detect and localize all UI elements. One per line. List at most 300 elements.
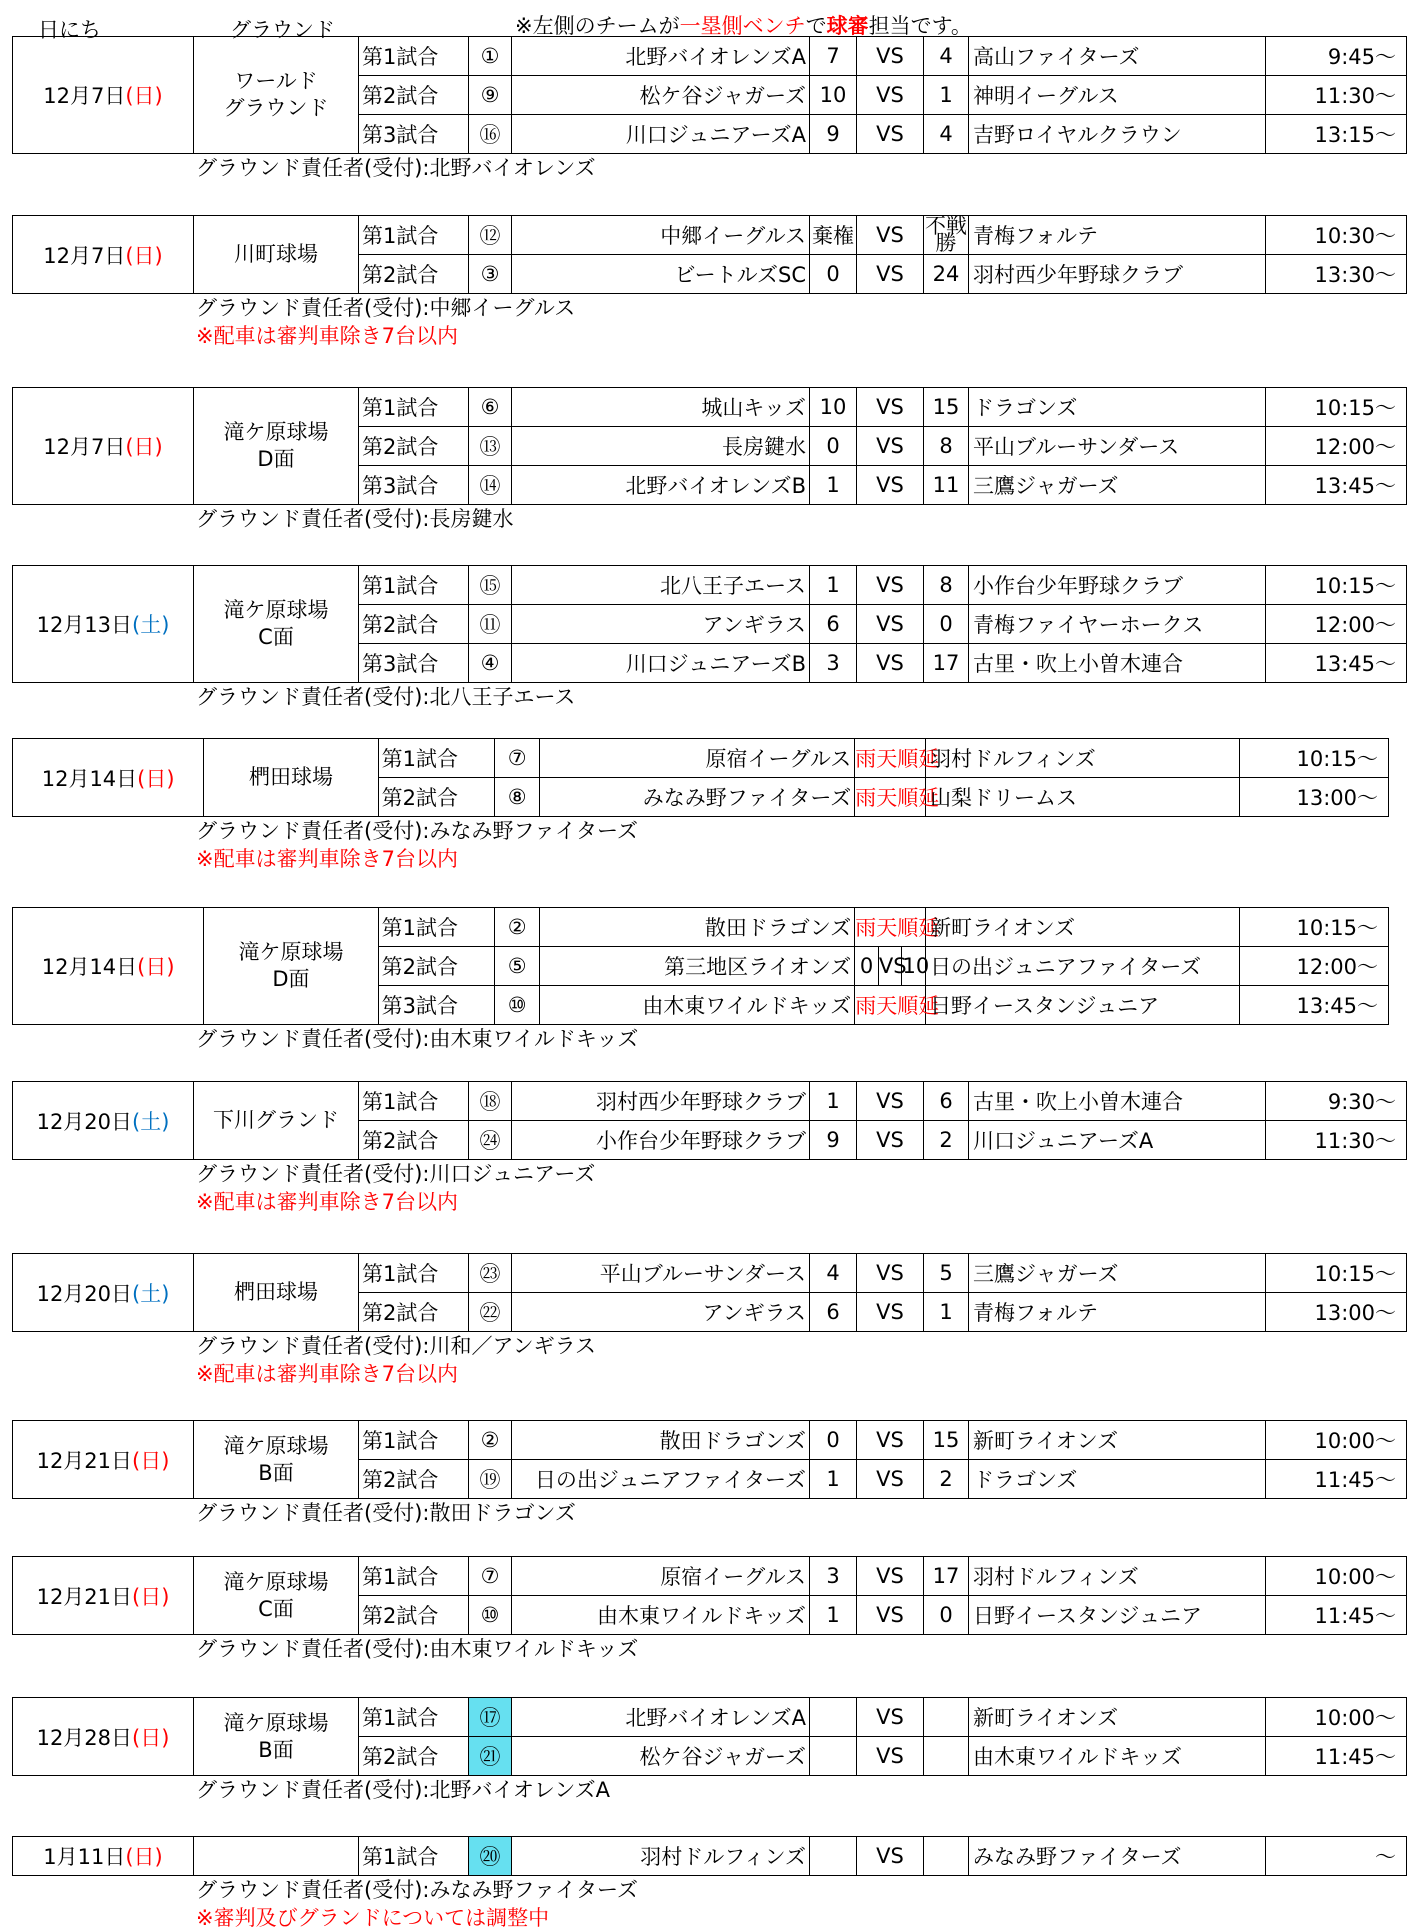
vs-label: VS	[857, 1460, 924, 1499]
game-label: 第2試合	[359, 76, 469, 115]
schedule-table	[12, 387, 1407, 505]
game-number: ⑯	[469, 115, 512, 154]
start-time: 10:00〜	[1266, 1698, 1407, 1737]
vs-label: VS	[857, 388, 924, 427]
away-team: 神明イーグルス	[969, 76, 1266, 115]
away-team: 川口ジュニアーズA	[969, 1121, 1266, 1160]
ground-cell	[194, 1698, 359, 1776]
responsible-team: みなみ野ファイターズ	[429, 1878, 638, 1902]
day-of-week: (日)	[137, 955, 175, 979]
away-team: 青梅フォルテ	[969, 1293, 1266, 1332]
away-team: 日の出ジュニアファイターズ	[926, 947, 1240, 986]
date-text: 12月7日	[43, 84, 126, 108]
home-score: 1	[810, 1082, 857, 1121]
away-score: 17	[924, 644, 969, 683]
date-cell	[13, 908, 204, 1025]
ground-responsible	[12, 1332, 1389, 1360]
day-of-week: (土)	[132, 613, 170, 637]
away-team: 吉野ロイヤルクラウン	[969, 115, 1266, 154]
ground-cell	[194, 1082, 359, 1160]
responsible-team: 北野バイオレンズ	[429, 156, 596, 180]
game-number: ⑦	[469, 1557, 512, 1596]
vs-label: VS	[857, 566, 924, 605]
responsible-prefix: グラウンド責任者(受付):	[196, 1501, 430, 1525]
schedule-block	[12, 1556, 1396, 1663]
start-time: 9:45〜	[1266, 37, 1407, 76]
away-score: 8	[924, 427, 969, 466]
table-row	[13, 388, 1407, 427]
schedule-block	[12, 1836, 1396, 1932]
away-team: 古里・吹上小曽木連合	[969, 644, 1266, 683]
home-score	[810, 1837, 857, 1876]
responsible-team: 川和／アンギラス	[429, 1334, 596, 1358]
home-team: 北野バイオレンズA	[512, 37, 810, 76]
home-team: ビートルズSC	[512, 255, 810, 294]
day-of-week: (日)	[132, 1448, 170, 1473]
start-time: 13:00〜	[1266, 1293, 1407, 1332]
day-of-week: (土)	[132, 1109, 170, 1134]
away-team: 新町ライオンズ	[926, 908, 1240, 947]
game-number: ③	[469, 255, 512, 294]
date-text: 1月11日	[43, 1845, 126, 1869]
responsible-prefix: グラウンド責任者(受付):	[196, 507, 430, 531]
away-score: 0	[924, 605, 969, 644]
ground-cell	[194, 1254, 359, 1332]
ground-cell	[194, 37, 359, 154]
date-text: 12月20日	[36, 1281, 133, 1306]
away-team: 羽村西少年野球クラブ	[969, 255, 1266, 294]
away-score: 4	[924, 37, 969, 76]
start-time: 10:15〜	[1239, 739, 1388, 778]
vs-label: VS	[857, 1121, 924, 1160]
ground-name: ワールド グラウンド	[223, 69, 329, 120]
away-team: 三鷹ジャガーズ	[969, 466, 1266, 505]
ground-name: 椚田球場	[248, 765, 333, 789]
game-number: ⑩	[494, 986, 539, 1025]
schedule-table	[12, 1420, 1407, 1499]
date-text: 12月7日	[43, 435, 126, 459]
game-number: ②	[494, 908, 539, 947]
game-number: ⑤	[494, 947, 539, 986]
ground-column-heading: グラウンド	[230, 18, 335, 42]
schedule-block	[12, 738, 1389, 873]
vs-label: VS	[857, 644, 924, 683]
home-score: 10	[810, 388, 857, 427]
away-score: 8	[924, 566, 969, 605]
date-cell	[13, 1557, 194, 1635]
home-team: 川口ジュニアーズB	[512, 644, 810, 683]
away-score: 1	[924, 1293, 969, 1332]
schedule-table	[12, 1253, 1407, 1332]
game-number: ②	[469, 1421, 512, 1460]
home-score: 棄権	[810, 216, 857, 255]
start-time: 11:45〜	[1266, 1737, 1407, 1776]
vs-label: VS	[857, 37, 924, 76]
start-time: 11:45〜	[1266, 1460, 1407, 1499]
vs-label: VS	[857, 255, 924, 294]
away-score: 5	[924, 1254, 969, 1293]
home-team: 北野バイオレンズB	[512, 466, 810, 505]
note-umpire: 球審	[826, 14, 869, 38]
home-score: 6	[810, 605, 857, 644]
game-number: ①	[469, 37, 512, 76]
home-score: 3	[810, 644, 857, 683]
day-of-week: (日)	[132, 1725, 170, 1750]
game-label: 第1試合	[359, 1254, 469, 1293]
game-number: ㉑	[469, 1737, 512, 1776]
date-text: 12月28日	[36, 1725, 133, 1750]
schedule-block	[12, 214, 1396, 350]
game-number: ⑦	[494, 739, 539, 778]
away-team: 古里・吹上小曽木連合	[969, 1082, 1266, 1121]
game-label: 第2試合	[359, 605, 469, 644]
game-label: 第2試合	[359, 1737, 469, 1776]
home-team: 平山ブルーサンダース	[512, 1254, 810, 1293]
game-number: ⑩	[469, 1596, 512, 1635]
vs-label: VS	[857, 427, 924, 466]
game-number: ⑫	[469, 216, 512, 255]
responsible-team: 長房鍵水	[429, 507, 514, 531]
ground-responsible	[12, 683, 1389, 711]
start-time: 13:45〜	[1266, 466, 1407, 505]
home-score: 4	[810, 1254, 857, 1293]
home-team: 由木東ワイルドキッズ	[512, 1596, 810, 1635]
ground-name: 川町球場	[234, 242, 318, 266]
date-cell	[13, 739, 204, 817]
schedule-block	[12, 1697, 1396, 1804]
start-time: 10:30〜	[1266, 216, 1407, 255]
game-label: 第1試合	[359, 1837, 469, 1876]
start-time: 13:15〜	[1266, 115, 1407, 154]
home-team: みなみ野ファイターズ	[540, 778, 855, 817]
start-time: 12:00〜	[1239, 947, 1388, 986]
game-number: ⑲	[469, 1460, 512, 1499]
day-of-week: (日)	[125, 84, 163, 108]
date-text: 12月20日	[36, 1109, 133, 1134]
game-label: 第3試合	[359, 644, 469, 683]
date-cell	[13, 1082, 194, 1160]
ground-responsible	[12, 1499, 1389, 1527]
ground-responsible	[12, 1025, 1389, 1053]
ground-responsible	[12, 1876, 1389, 1904]
vs-label: VS	[857, 466, 924, 505]
schedule-table	[12, 907, 1389, 1025]
away-score: 15	[924, 388, 969, 427]
away-score: 2	[924, 1121, 969, 1160]
schedule-block	[12, 1253, 1396, 1388]
start-time: 9:30〜	[1266, 1082, 1407, 1121]
date-text: 12月14日	[41, 955, 138, 979]
date-cell	[13, 37, 194, 154]
home-score: 9	[810, 115, 857, 154]
game-label: 第1試合	[359, 1082, 469, 1121]
vs-label: VS	[857, 115, 924, 154]
vs-label: VS	[857, 216, 924, 255]
game-label: 第3試合	[359, 115, 469, 154]
away-team: みなみ野ファイターズ	[969, 1837, 1266, 1876]
schedule-block	[12, 387, 1396, 533]
game-number: ⑱	[469, 1082, 512, 1121]
vehicle-note: ※配車は審判車除き7台以内	[196, 847, 458, 871]
responsible-team: 由木東ワイルドキッズ	[429, 1027, 639, 1051]
game-label: 第1試合	[359, 216, 469, 255]
away-score: 4	[924, 115, 969, 154]
game-number: ⑧	[494, 778, 539, 817]
away-score	[924, 1698, 969, 1737]
date-text: 12月7日	[43, 243, 126, 268]
away-team: 羽村ドルフィンズ	[969, 1557, 1266, 1596]
away-score: 0	[924, 1596, 969, 1635]
table-row	[13, 37, 1407, 76]
date-cell	[13, 1254, 194, 1332]
home-score: 0	[810, 255, 857, 294]
home-score: 1	[810, 1460, 857, 1499]
game-label: 第1試合	[378, 739, 494, 778]
game-label: 第3試合	[359, 466, 469, 505]
away-team: 高山ファイターズ	[969, 37, 1266, 76]
responsible-prefix: グラウンド責任者(受付):	[196, 1027, 430, 1051]
table-row	[13, 739, 1389, 778]
start-time: 12:00〜	[1266, 427, 1407, 466]
vs-label: VS	[857, 1421, 924, 1460]
ground-cell	[194, 1421, 359, 1499]
vehicle-note: ※審判及びグランドについては調整中	[196, 1906, 550, 1930]
ground-cell	[204, 739, 378, 817]
schedule-table	[12, 1836, 1407, 1876]
ground-cell	[194, 216, 359, 294]
game-label: 第1試合	[359, 1557, 469, 1596]
ground-responsible	[12, 294, 1389, 322]
date-cell	[13, 1698, 194, 1776]
game-number: ⑮	[469, 566, 512, 605]
vehicle-note: ※配車は審判車除き7台以内	[196, 324, 458, 348]
note-suffix: 担当です。	[868, 14, 972, 38]
responsible-prefix: グラウンド責任者(受付):	[196, 156, 430, 180]
game-label: 第1試合	[359, 388, 469, 427]
schedule-table	[12, 565, 1407, 683]
schedule-block	[12, 1081, 1396, 1216]
ground-responsible	[12, 817, 1389, 845]
game-number: ⑪	[469, 605, 512, 644]
responsible-prefix: グラウンド責任者(受付):	[196, 819, 430, 843]
table-row	[13, 1421, 1407, 1460]
schedule-table	[12, 1556, 1407, 1635]
vs-label: VS	[857, 1837, 924, 1876]
home-team: 由木東ワイルドキッズ	[540, 986, 855, 1025]
start-time: 10:00〜	[1266, 1557, 1407, 1596]
responsible-team: 中郷イーグルス	[429, 296, 576, 320]
schedule-block	[12, 36, 1396, 182]
responsible-team: 由木東ワイルドキッズ	[429, 1637, 639, 1661]
game-label: 第2試合	[359, 1596, 469, 1635]
home-score: 9	[810, 1121, 857, 1160]
note-mid: で	[805, 14, 827, 38]
ground-cell	[204, 908, 378, 1025]
date-column-heading: 日にち	[38, 18, 101, 42]
ground-name: 滝ケ原球場 D面	[223, 420, 329, 471]
table-row	[13, 216, 1407, 255]
home-score	[810, 1698, 857, 1737]
away-team: 小作台少年野球クラブ	[969, 566, 1266, 605]
away-team: ドラゴンズ	[969, 1460, 1266, 1499]
game-label: 第1試合	[378, 908, 494, 947]
day-of-week: (土)	[132, 1281, 170, 1306]
table-row	[13, 1698, 1407, 1737]
away-team: 日野イースタンジュニア	[969, 1596, 1266, 1635]
home-team: 羽村西少年野球クラブ	[512, 1082, 810, 1121]
ground-responsible	[12, 1635, 1389, 1663]
ground-responsible	[12, 1160, 1389, 1188]
date-text: 12月14日	[41, 766, 138, 791]
game-label: 第2試合	[359, 427, 469, 466]
home-score: 1	[810, 1596, 857, 1635]
game-label: 第3試合	[378, 986, 494, 1025]
game-label: 第2試合	[359, 255, 469, 294]
schedule-table	[12, 1697, 1407, 1776]
away-score: 15	[924, 1421, 969, 1460]
start-time: 〜	[1266, 1837, 1407, 1876]
date-cell	[13, 388, 194, 505]
postponed-status: 雨天順延	[855, 778, 926, 817]
game-label: 第2試合	[359, 1293, 469, 1332]
responsible-prefix: グラウンド責任者(受付):	[196, 1878, 430, 1902]
ground-cell	[194, 566, 359, 683]
home-team: 北八王子エース	[512, 566, 810, 605]
game-number: ⑨	[469, 76, 512, 115]
home-team: アンギラス	[512, 605, 810, 644]
schedule-table	[12, 36, 1407, 154]
game-label: 第2試合	[378, 778, 494, 817]
vs-label: VS	[857, 1082, 924, 1121]
date-cell	[13, 1837, 194, 1876]
away-score: 11	[924, 466, 969, 505]
away-team: 青梅ファイヤーホークス	[969, 605, 1266, 644]
vs-label: VS	[857, 1596, 924, 1635]
home-team: 日の出ジュニアファイターズ	[512, 1460, 810, 1499]
home-team: 散田ドラゴンズ	[512, 1421, 810, 1460]
start-time: 10:15〜	[1266, 566, 1407, 605]
home-score: 0	[810, 427, 857, 466]
vehicle-note: ※配車は審判車除き7台以内	[196, 1190, 458, 1214]
ground-name: 滝ケ原球場 B面	[223, 1433, 329, 1485]
responsible-team: 北野バイオレンズA	[429, 1778, 611, 1802]
away-team: 羽村ドルフィンズ	[926, 739, 1240, 778]
table-row	[13, 1557, 1407, 1596]
note-prefix: ※左側のチームが	[515, 14, 680, 38]
game-label: 第1試合	[359, 37, 469, 76]
responsible-team: 北八王子エース	[429, 685, 576, 709]
away-score	[924, 1837, 969, 1876]
home-score: 1	[810, 466, 857, 505]
day-of-week: (日)	[125, 435, 163, 459]
start-time: 10:15〜	[1239, 908, 1388, 947]
away-score: 10	[902, 947, 926, 986]
responsible-prefix: グラウンド責任者(受付):	[196, 1637, 430, 1661]
game-label: 第2試合	[359, 1121, 469, 1160]
day-of-week: (日)	[125, 1845, 163, 1869]
ground-responsible	[12, 154, 1389, 182]
schedule-table	[12, 215, 1407, 294]
game-label: 第1試合	[359, 1421, 469, 1460]
ground-name: 滝ケ原球場 C面	[223, 1569, 329, 1621]
table-row	[13, 1082, 1407, 1121]
home-team: 原宿イーグルス	[540, 739, 855, 778]
game-number: ⑭	[469, 466, 512, 505]
away-score: 2	[924, 1460, 969, 1499]
game-number: ㉔	[469, 1121, 512, 1160]
vs-label: VS	[857, 605, 924, 644]
day-of-week: (日)	[125, 243, 163, 268]
away-team: 平山ブルーサンダース	[969, 427, 1266, 466]
start-time: 11:30〜	[1266, 1121, 1407, 1160]
schedule-block	[12, 1420, 1396, 1527]
away-team: 青梅フォルテ	[969, 216, 1266, 255]
ground-name: 滝ケ原球場 B面	[223, 1710, 329, 1762]
responsible-prefix: グラウンド責任者(受付):	[196, 296, 430, 320]
ground-responsible	[12, 1776, 1389, 1804]
vs-label: VS	[857, 1557, 924, 1596]
home-team: 長房鍵水	[512, 427, 810, 466]
home-team: 川口ジュニアーズA	[512, 115, 810, 154]
start-time: 13:45〜	[1266, 644, 1407, 683]
home-team: 松ケ谷ジャガーズ	[512, 76, 810, 115]
start-time: 10:15〜	[1266, 1254, 1407, 1293]
start-time: 10:00〜	[1266, 1421, 1407, 1460]
vehicle-note: ※配車は審判車除き7台以内	[196, 1362, 458, 1386]
table-row	[13, 908, 1389, 947]
home-score: 6	[810, 1293, 857, 1332]
start-time: 13:00〜	[1239, 778, 1388, 817]
game-number: ⑬	[469, 427, 512, 466]
vs-label: VS	[857, 76, 924, 115]
away-score: 1	[924, 76, 969, 115]
vs-label: VS	[857, 1698, 924, 1737]
game-number: ⑳	[469, 1837, 512, 1876]
responsible-team: 川口ジュニアーズ	[429, 1162, 596, 1186]
day-of-week: (日)	[132, 1584, 170, 1609]
day-of-week: (日)	[137, 766, 175, 791]
date-cell	[13, 566, 194, 683]
home-score: 3	[810, 1557, 857, 1596]
responsible-prefix: グラウンド責任者(受付):	[196, 1162, 430, 1186]
game-number: ㉓	[469, 1254, 512, 1293]
ground-cell	[194, 388, 359, 505]
game-label: 第1試合	[359, 566, 469, 605]
home-score: 1	[810, 566, 857, 605]
away-team: 三鷹ジャガーズ	[969, 1254, 1266, 1293]
ground-cell	[194, 1557, 359, 1635]
home-team: 城山キッズ	[512, 388, 810, 427]
home-team: 散田ドラゴンズ	[540, 908, 855, 947]
home-team: 松ケ谷ジャガーズ	[512, 1737, 810, 1776]
game-number: ⑥	[469, 388, 512, 427]
away-team: 由木東ワイルドキッズ	[969, 1737, 1266, 1776]
date-text: 12月21日	[36, 1448, 133, 1473]
away-score	[924, 1737, 969, 1776]
home-team: 北野バイオレンズA	[512, 1698, 810, 1737]
schedule-block	[12, 907, 1389, 1053]
schedule-table	[12, 738, 1389, 817]
table-row	[13, 1837, 1407, 1876]
start-time: 12:00〜	[1266, 605, 1407, 644]
schedule-block	[12, 565, 1396, 711]
responsible-team: 散田ドラゴンズ	[429, 1501, 576, 1525]
home-score: 0	[855, 947, 879, 986]
vs-label: VS	[857, 1737, 924, 1776]
schedule-table	[12, 1081, 1407, 1160]
away-score: 24	[924, 255, 969, 294]
ground-name: 椚田球場	[234, 1280, 318, 1304]
